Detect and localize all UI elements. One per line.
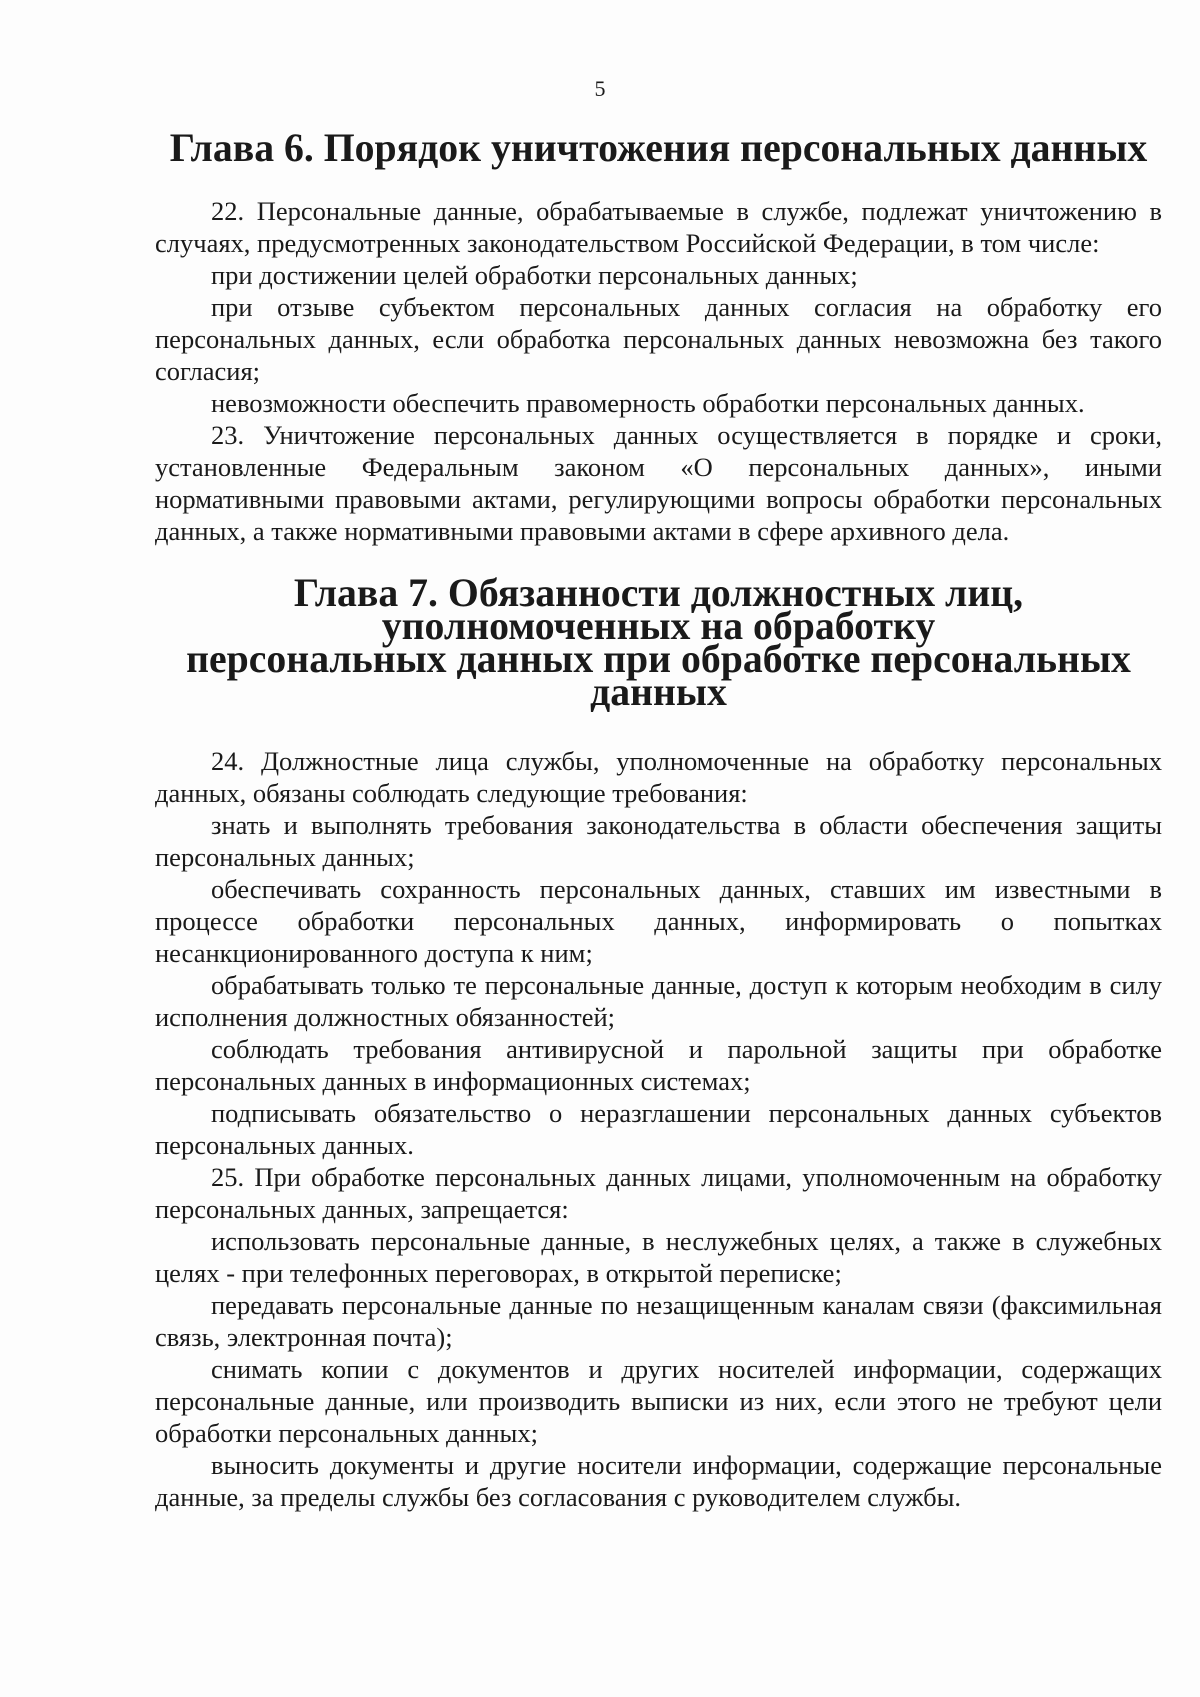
paragraph-25-item-3: снимать копии с документов и других носителей информации, содержащих персональные данные, или производить выписки из них, если этого не требуют цели обработки персональных данных; bbox=[155, 1354, 1162, 1448]
paragraph-23: 23. Уничтожение персональных данных осуществляется в порядке и сроки, установленные Федеральным законом «О персональных данных», иными нормативными правовыми актами, регулирующими вопросы обработки персональных данных, а также нормативными правовыми актами в сфере архивного дела. bbox=[155, 420, 1162, 546]
paragraph-22-item-3: невозможности обеспечить правомерность обработки персональных данных. bbox=[211, 388, 1085, 418]
paragraph-25: 25. При обработке персональных данных лицами, уполномоченным на обработку персональных данных, запрещается: bbox=[155, 1162, 1162, 1224]
chapter-6-title: Глава 6. Порядок уничтожения персональных данных bbox=[169, 126, 1148, 170]
chapter-7-title bbox=[155, 571, 1162, 714]
paragraph-25-item-1: использовать персональные данные, в неслужебных целях, а также в служебных целях - при телефонных переговорах, в открытой переписке; bbox=[155, 1226, 1162, 1288]
paragraph-24-item-1: знать и выполнять требования законодательства в области обеспечения защиты персональных данных; bbox=[155, 810, 1162, 872]
paragraph-24-item-4: соблюдать требования антивирусной и парольной защиты при обработке персональных данных в информационных системах; bbox=[155, 1034, 1162, 1096]
chapter-7-title-line-1: Глава 7. Обязанности должностных лиц, уполномоченных на обработку bbox=[293, 571, 1024, 648]
paragraph-24: 24. Должностные лица службы, уполномоченные на обработку персональных данных, обязаны соблюдать следующие требования: bbox=[155, 746, 1162, 808]
paragraph-25-item-2: передавать персональные данные по незащищенным каналам связи (факсимильная связь, электронная почта); bbox=[155, 1290, 1162, 1352]
chapter-7-title-line-2: персональных данных при обработке персональных данных bbox=[186, 637, 1131, 714]
page-number: 5 bbox=[594, 76, 606, 101]
paragraph-25-item-4: выносить документы и другие носители информации, содержащие персональные данные, за пределы службы без согласования с руководителем службы. bbox=[155, 1450, 1162, 1512]
paragraph-22: 22. Персональные данные, обрабатываемые в службе, подлежат уничтожению в случаях, предусмотренных законодательством Российской Федерации, в том числе: bbox=[155, 196, 1162, 258]
paragraph-22-item-2: при отзыве субъектом персональных данных согласия на обработку его персональных данных, если обработка персональных данных невозможна без такого согласия; bbox=[155, 292, 1162, 386]
paragraph-24-item-5: подписывать обязательство о неразглашении персональных данных субъектов персональных данных. bbox=[155, 1098, 1162, 1160]
document-body bbox=[155, 126, 1162, 1513]
paragraph-24-item-3: обрабатывать только те персональные данные, доступ к которым необходим в силу исполнения должностных обязанностей; bbox=[155, 970, 1162, 1032]
paragraph-24-item-2: обеспечивать сохранность персональных данных, ставших им известными в процессе обработки персональных данных, информировать о попытках несанкционированного доступа к ним; bbox=[155, 874, 1162, 968]
paragraph-22-item-1: при достижении целей обработки персональных данных; bbox=[211, 260, 858, 290]
